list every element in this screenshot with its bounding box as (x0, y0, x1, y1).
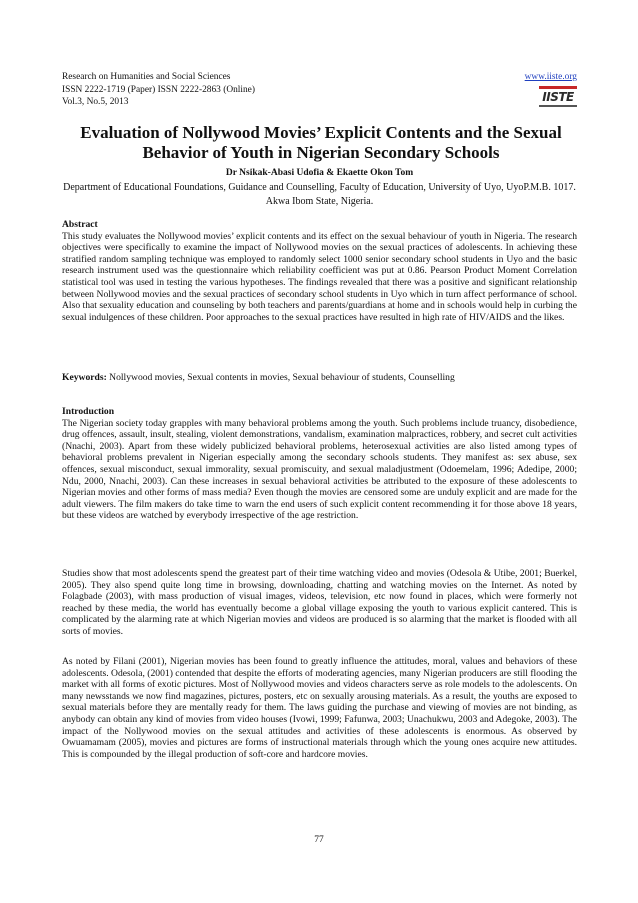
introduction-heading: Introduction (62, 406, 115, 417)
keywords-section (62, 372, 577, 384)
introduction-paragraph-3: As noted by Filani (2001), Nigerian movies has been found to greatly influence the attitudes, moral, values and behaviors of these adolescents. Odesola, (2001) contended that despite the efforts of moderating agencies, many Nigerian producers are still flooding the market with all forms of exotic pictures. Most of Nollywood movies and videos characters serve as role models to the adolescents. On many newsstands we now find magazines, pictures, posters, etc on sexually arousing materials. As a result, the youths are exposed to sexual materials before they are mentally ready for them. The laws guiding the purchase and viewing of movies are not binding, as anybody can obtain any kind of movies from video houses (Ivowi, 1999; Fafunwa, 2003; Unachukwu, 2003 and Adegoke, 2003). The impact of the Nollywood movies on the sexual attitudes and activities of these adolescents is enormous. As observed by Owuamamam (2005), movies and pictures are forms of instructional materials through which the young ones acquire new attitudes. This is compounded by the illegal production of soft-core and hardcore movies. (62, 656, 577, 760)
page-number: 77 (314, 835, 324, 845)
volume-line: Vol.3, No.5, 2013 (62, 97, 129, 108)
introduction-paragraph-2: Studies show that most adolescents spend the greatest part of their time watching video and movies (Odesola & Utibe, 2001; Buerkel, 2005). They also spend quite long time in browsing, downloading, chatting and watching movies on the Internet. As noted by Folagbade (2003), with mass production of visual images, videos, television, etc now found in places, which were formerly not reached by these media, the world has eventually become a global village exposing the youth to various explicit cantered. This is complicated by the alarming rate at which Nigerian movies and videos are produced is so alarming that the market is flooded with all sorts of movies. (62, 568, 577, 637)
journal-url-link[interactable]: www.iiste.org (524, 72, 577, 82)
issn-line: ISSN 2222-1719 (Paper) ISSN 2222-2863 (Online) (62, 84, 255, 95)
journal-header (62, 71, 577, 109)
introduction-section (62, 406, 577, 522)
abstract-heading: Abstract (62, 219, 98, 230)
logo-top-stripe (539, 86, 577, 89)
abstract-section (62, 219, 577, 323)
keywords-label: Keywords: (62, 372, 107, 383)
iiste-logo: IISTE (542, 90, 574, 104)
keywords-text: Nollywood movies, Sexual contents in movies, Sexual behaviour of students, Counselling (106, 372, 455, 383)
abstract-text: This study evaluates the Nollywood movies’ explicit contents and its effect on the sexual behaviour of youth in Nigeria. The research objectives were specifically to examine the impact of Nollywood movies on the sexual practices of adolescents. In achieving these stratified random sampling technique was employed to randomly select 1000 senior secondary school students in Uyo and the basic research instrument used was the questionnaire which reliability coefficient was put at 0.86. Pearson Product Moment Correlation statistical tool was used in testing the various hypotheses. The findings revealed that there was a positive and significant relationship between Nollywood movies and the sexual practices of secondary school students in Uyo which in turn affect performance of school. Also that sexuality education and counseling by both teachers and parents/guardians at home and in schools would help in curbing the sexual indulgences of these children. Poor approaches to the sexual practices have resulted in high rate of HIV/AIDS and the likes. (62, 230, 577, 323)
journal-name: Research on Humanities and Social Sciences (62, 72, 231, 82)
author-line: Dr Nsikak-Abasi Udofia & Ekaette Okon Tom (225, 168, 414, 178)
affiliation: Department of Educational Foundations, Guidance and Counselling, Faculty of Education, University of Uyo, UyoP.M.B. 1017. Akwa Ibom State, Nigeria. (63, 182, 576, 207)
paper-title: Evaluation of Nollywood Movies’ Explicit Contents and the Sexual Behavior of Youth in Nigerian Secondary Schools (80, 123, 562, 162)
introduction-paragraph-1: The Nigerian society today grapples with many behavioral problems among the youth. Such problems include truancy, disobedience, drug offences, assault, insult, stealing, violent demonstrations, vandalism, examination malpractices, robbery, and secret cult activities (Nnachi, 2003). Apart from these widely publicized behavioral problems, heterosexual activities are also listed among types of behavioral problems prevalent in Nigerian especially among the secondary schools students. They manifest as: sex abuse, sex offences, sexual misconduct, sexual immorality, sexual promiscuity, and sexual maladjustment (Odoemelam, 1996; Adedipe, 2000; Ndu, 2000, Nnachi, 2003). Can these increases in sexual behavioral activities be attributed to the exposure of these adolescents to Nigerian movies and other forms of mass media? Even though the movies are censored some are unduly explicit and are made for the adult viewers. The film makers do take time to warn the end users of such explicit content recommending it for those above 18 years, but these videos are watched by everybody irrespective of the age restriction. (62, 417, 577, 522)
logo-bottom-stripe (539, 105, 577, 107)
